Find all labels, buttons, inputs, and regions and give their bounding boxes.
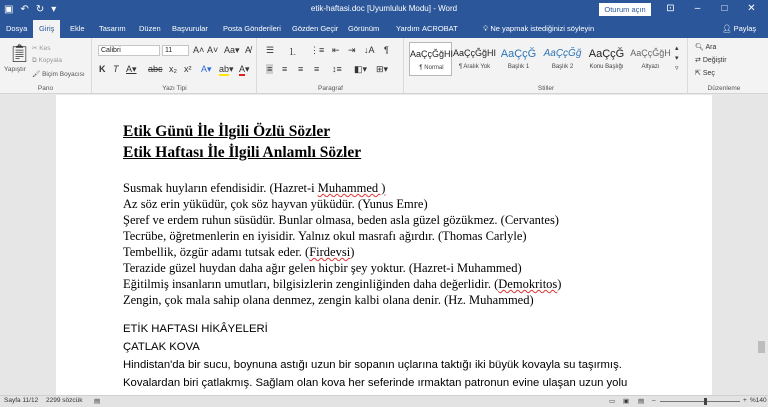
underline-icon[interactable]: A▾: [126, 64, 137, 74]
shrink-font-icon[interactable]: A˅: [207, 45, 219, 55]
paragraph-group-label: Paragraf: [318, 85, 343, 92]
minimize-icon[interactable]: –: [694, 3, 701, 14]
status-bar: [0, 395, 768, 407]
style-name: Altyazı: [641, 64, 660, 70]
save-icon[interactable]: ▣: [4, 4, 14, 15]
page-indicator[interactable]: Sayfa 11/12: [4, 397, 39, 404]
tell-me-search[interactable]: [483, 20, 594, 38]
quote-line: Terazide güzel huydan daha ağır gelen hiçbir şey yoktur. (Hazret-i Muhammed): [123, 261, 522, 275]
style-name: Konu Başlığı: [589, 64, 624, 70]
style-heading-1[interactable]: [497, 42, 540, 76]
style-no-spacing[interactable]: [453, 42, 496, 76]
select-button[interactable]: [695, 69, 715, 77]
search-icon: 🔍︎: [695, 44, 706, 51]
style-normal[interactable]: [409, 42, 452, 76]
style-preview: AaÇçĞğHI: [410, 49, 454, 59]
undo-icon[interactable]: ↶: [20, 4, 29, 15]
cursor-icon: ⇱: [695, 70, 703, 77]
styles-gallery-scroll-icon[interactable]: ▴ ▾ ▿: [675, 45, 679, 72]
tab-acrobat[interactable]: ACROBAT: [422, 24, 458, 33]
zoom-level[interactable]: %140: [750, 397, 767, 404]
scissors-icon: ✂: [32, 45, 40, 52]
paste-icon[interactable]: 📋︎: [8, 43, 31, 63]
change-case-icon[interactable]: Aa▾: [224, 45, 240, 55]
bullets-icon[interactable]: ☰: [266, 45, 275, 55]
quote-line: Eğitilmiş insanların umutları, bilgisizlerin zenginliğinden daha değerlidir. (Demokritos): [123, 277, 562, 291]
numbering-icon[interactable]: ⒈: [288, 47, 298, 57]
replace-icon: ⇄: [695, 57, 703, 64]
redo-icon[interactable]: ↻: [35, 4, 45, 15]
quote-line: Şeref ve erdem ruhun süsüdür. Bunlar olmasa, beden asla güzel gözükmez. (Cervantes): [123, 213, 559, 227]
clipboard-group: [0, 38, 92, 94]
document-page[interactable]: [56, 95, 712, 395]
select-label: Seç: [702, 70, 715, 77]
format-painter-label: Biçim Boyacısı: [42, 71, 85, 78]
style-name: Başlık 1: [507, 64, 530, 70]
paragraph-group: [258, 38, 404, 94]
style-preview: AaÇçĞğHI: [453, 48, 497, 58]
tab-help[interactable]: Yardım: [396, 24, 420, 33]
replace-label: Değiştir: [702, 57, 727, 64]
align-center-icon[interactable]: ≡: [282, 64, 288, 74]
style-name: ¶ Aralık Yok: [458, 64, 491, 70]
document-title: etik-haftasi.doc [Uyumluluk Modu] - Word: [310, 4, 458, 13]
vertical-scrollbar[interactable]: [755, 95, 768, 395]
highlight-icon[interactable]: ab▾: [219, 64, 234, 74]
copy-icon: ⧉: [32, 57, 39, 64]
read-mode-icon[interactable]: ▭: [609, 398, 616, 405]
share-button[interactable]: [722, 20, 756, 38]
style-preview: AaÇçĞğ: [543, 48, 582, 59]
shading-icon[interactable]: ◧▾: [354, 64, 368, 74]
line-spacing-icon[interactable]: ↕≡: [332, 64, 342, 74]
style-name: ¶ Normal: [419, 65, 444, 71]
style-name: Başlık 2: [551, 64, 574, 70]
ribbon-tabs: [0, 20, 768, 38]
editing-group-label: Düzenleme: [707, 85, 741, 92]
brush-icon: 🖌︎: [32, 71, 43, 78]
tab-references[interactable]: Başvurular: [172, 24, 208, 33]
quote-line: Zengin, çok mala sahip olana denmez, zengin kalbi olana denir. (Hz. Muhammed): [123, 293, 534, 307]
share-label: Paylaş: [733, 24, 757, 33]
copy-button[interactable]: [32, 57, 62, 65]
ribbon: [0, 38, 768, 94]
clipboard-group-label: Pano: [37, 85, 54, 92]
find-label: Ara: [705, 44, 717, 51]
tab-layout[interactable]: Düzen: [139, 24, 161, 33]
clear-formatting-icon[interactable]: A̸: [245, 45, 252, 55]
close-icon[interactable]: ✕: [747, 3, 756, 14]
font-group: [93, 38, 257, 94]
font-size-select[interactable]: 11: [162, 45, 189, 56]
print-layout-icon[interactable]: ▣: [623, 398, 630, 405]
zoom-slider[interactable]: [660, 401, 740, 402]
decrease-indent-icon[interactable]: ⇤: [332, 45, 340, 55]
subscript-icon[interactable]: x₂: [169, 64, 177, 74]
strikethrough-icon[interactable]: abc: [148, 64, 163, 74]
style-subtitle[interactable]: [629, 42, 672, 76]
tab-design[interactable]: Tasarım: [99, 24, 126, 33]
paste-button[interactable]: Yapıştır: [4, 66, 26, 73]
find-button[interactable]: [695, 43, 716, 51]
ribbon-display-icon[interactable]: ⊡: [666, 3, 675, 14]
tab-mailings[interactable]: Posta Gönderileri: [223, 24, 281, 33]
font-group-label: Yazı Tipi: [162, 85, 187, 92]
quote-line: Susmak huyların efendisidir. (Hazret-i Muhammed ): [123, 181, 386, 195]
heading-1: Etik Günü İle İlgili Özlü Sözler: [123, 123, 331, 140]
tab-insert[interactable]: Ekle: [70, 24, 85, 33]
tell-me-label: Ne yapmak istediğinizi söyleyin: [490, 24, 595, 33]
quote-line: Az söz erin yüküdür, çok söz hayvan yüküdür. (Yunus Emre): [123, 197, 428, 211]
quote-line: Tembellik, özgür adamı tutsak eder. (Firdevsi): [123, 245, 355, 259]
document-area: [0, 95, 768, 395]
tab-view[interactable]: Görünüm: [348, 24, 380, 33]
scrollbar-thumb[interactable]: [758, 341, 765, 353]
person-icon: 👤︎: [722, 24, 732, 33]
superscript-icon[interactable]: x²: [184, 64, 192, 74]
window-controls: [664, 3, 758, 15]
sort-icon[interactable]: ↓A: [364, 45, 375, 55]
style-preview: AaÇçĞ: [588, 48, 625, 60]
quote-line: Tecrübe, öğretmenlerin en iyisidir. Yalnız okul masrafı ağırdır. (Thomas Carlyle): [123, 229, 527, 243]
story-line: Hindistan'da bir sucu, boynuna astığı uzun bir sopanın uçlarına taktığı iki büyük kovayla su taşırmış.: [123, 359, 622, 371]
cut-button[interactable]: [32, 44, 50, 52]
story-line: Kovalardan biri çatlakmış. Sağlam olan kova her seferinde ırmaktan patronun evine ulaşan uzun yolu: [123, 377, 628, 389]
font-color-icon[interactable]: A▾: [239, 64, 250, 74]
editing-group: [689, 38, 759, 94]
cut-label: Kes: [39, 45, 51, 52]
tab-file[interactable]: Dosya: [6, 24, 28, 33]
copy-label: Kopyala: [38, 57, 62, 64]
heading-2: Etik Haftası İle İlgili Anlamlı Sözler: [123, 144, 362, 161]
section-title: ETİK HAFTASI HİKÂYELERİ: [123, 323, 268, 335]
signin-button[interactable]: Oturum açın: [599, 3, 651, 16]
align-left-icon[interactable]: ≡: [267, 64, 273, 74]
story-title: ÇATLAK KOVA: [123, 341, 200, 353]
zoom-out-icon[interactable]: –: [652, 397, 656, 404]
italic-icon[interactable]: T: [113, 64, 119, 74]
align-right-icon[interactable]: ≡: [298, 64, 304, 74]
proofing-icon[interactable]: ▤: [94, 398, 101, 405]
styles-group-label: Stiller: [537, 85, 555, 92]
bold-icon[interactable]: K: [99, 64, 106, 74]
replace-button[interactable]: [695, 56, 727, 64]
lightbulb-icon: 💡︎: [483, 24, 489, 33]
style-preview: AaÇçĞğH: [630, 48, 671, 58]
style-preview: AaÇçĞ: [500, 48, 537, 60]
zoom-slider-knob[interactable]: [704, 398, 707, 405]
text-effects-icon[interactable]: A▾: [201, 64, 212, 74]
style-heading-2[interactable]: [541, 42, 584, 76]
customize-qat-icon[interactable]: ▾: [51, 4, 57, 15]
multilevel-list-icon[interactable]: ⋮≡: [310, 45, 325, 55]
increase-indent-icon[interactable]: ⇥: [348, 45, 356, 55]
show-marks-icon[interactable]: ¶: [384, 45, 389, 55]
borders-icon[interactable]: ⊞▾: [376, 64, 389, 74]
zoom-in-icon[interactable]: +: [743, 397, 747, 404]
styles-group: [405, 38, 688, 94]
grow-font-icon[interactable]: A˄: [193, 45, 205, 55]
font-name-select[interactable]: Calibri: [98, 45, 160, 56]
title-bar: [0, 0, 768, 20]
web-layout-icon[interactable]: ▤: [638, 398, 645, 405]
tab-review[interactable]: Gözden Geçir: [292, 24, 339, 33]
word-count[interactable]: 2299 sözcük: [46, 397, 83, 404]
format-painter-button[interactable]: [32, 70, 85, 78]
maximize-icon[interactable]: □: [721, 3, 728, 14]
style-title[interactable]: [585, 42, 628, 76]
tab-home[interactable]: Giriş: [33, 20, 60, 38]
justify-icon[interactable]: ≡: [314, 64, 320, 74]
